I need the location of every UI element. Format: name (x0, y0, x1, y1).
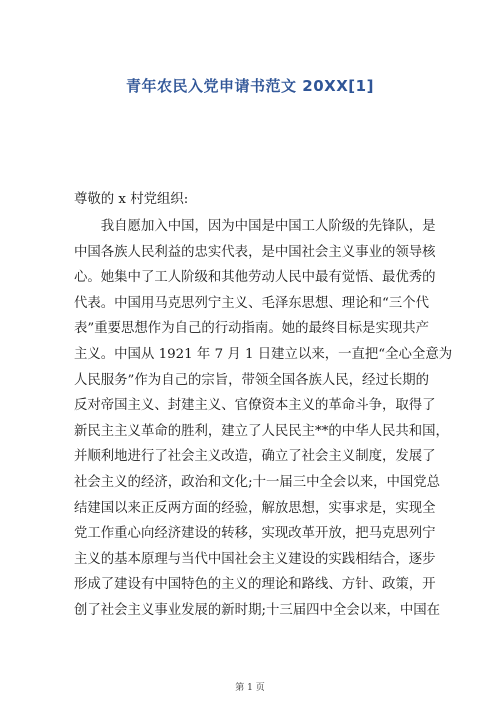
body-line: 主义。中国从 1921 年 7 月 1 日建立以来，一直把“全心全意为 (74, 346, 453, 362)
page-number: 第 1 页 (235, 683, 265, 693)
body-line: 人民服务”作为自己的宗旨，带领全国各族人民，经过长期的 (74, 372, 429, 388)
salutation: 尊敬的 x 村党组织: (74, 192, 189, 207)
body-line: 心。她集中了工人阶级和其他劳动人民中最有觉悟、最优秀的 (74, 270, 436, 286)
body-line: 新民主主义革命的胜利，建立了人民民主**的中华人民共和国， (74, 423, 449, 439)
body-line: 并顺利地进行了社会主义改造，确立了社会主义制度，发展了 (74, 449, 436, 465)
body-line: 主义的基本原理与当代中国社会主义建设的实践相结合，逐步 (74, 551, 436, 567)
body-line: 中国各族人民利益的忠实代表，是中国社会主义事业的领导核 (74, 244, 436, 260)
body-line: 创了社会主义事业发展的新时期;十三届四中全会以来，中国在 (74, 602, 441, 618)
body-line: 反对帝国主义、封建主义、官僚资本主义的革命斗争，取得了 (74, 398, 436, 414)
document-title: 青年农民入党申请书范文 20XX[1] (126, 77, 374, 95)
body-line: 我自愿加入中国，因为中国是中国工人阶级的先锋队，是 (74, 219, 436, 234)
body-line: 结建国以来正反两方面的经验，解放思想，实事求是，实现全 (74, 500, 436, 516)
document-body (74, 186, 453, 624)
body-line: 社会主义的经济，政治和文化;十一届三中全会以来，中国党总 (74, 474, 441, 490)
body-line: 代表。中国用马克思列宁主义、毛泽东思想、理论和“三个代 (74, 295, 429, 311)
body-line: 形成了建设有中国特色的主义的理论和路线、方针、政策，开 (74, 577, 436, 593)
body-line: 党工作重心向经济建设的转移，实现改革开放，把马克思列宁 (74, 526, 436, 542)
body-line: 表”重要思想作为自己的行动指南。她的最终目标是实现共产 (74, 321, 429, 337)
